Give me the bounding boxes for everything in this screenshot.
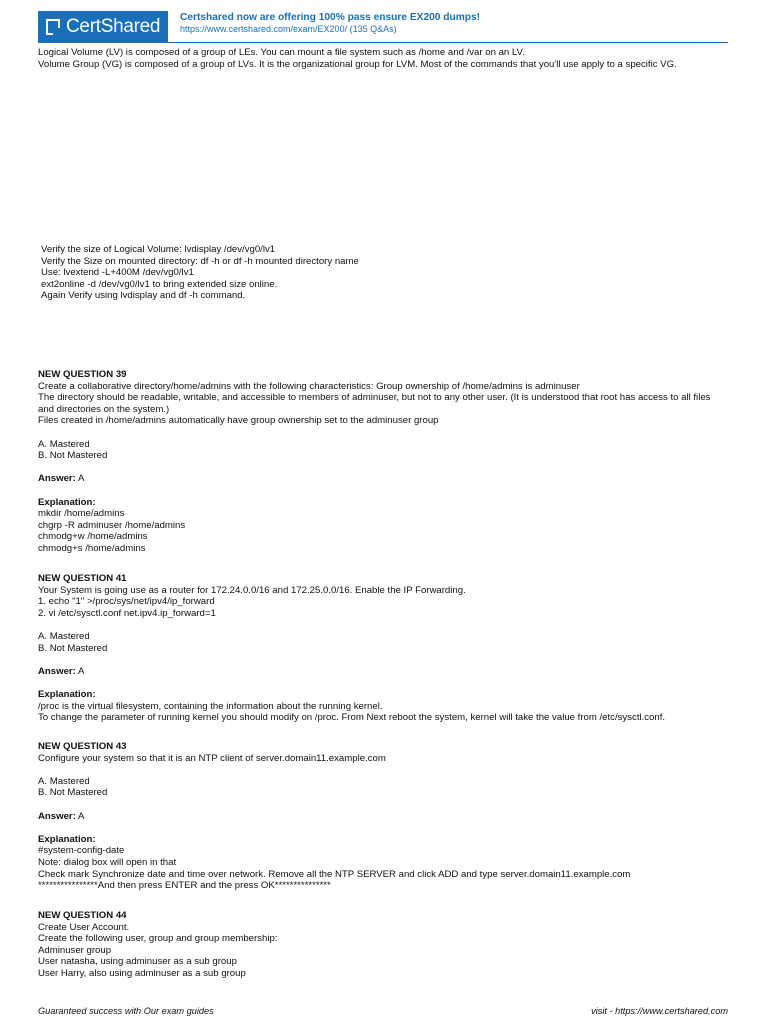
question-title: NEW QUESTION 44 [38, 910, 127, 921]
explanation-line: To change the parameter of running kernel you should modify on /proc. From Next reboot the system, kernel will take the value from /etc/sysctl.conf. [38, 712, 666, 724]
question-44 [38, 910, 730, 980]
question-body-line: Create the following user, group and group membership: [38, 933, 278, 945]
question-body-line: 2. vi /etc/sysctl.conf net.ipv4.ip_forward=1 [38, 607, 216, 619]
answer-label: Answer: [38, 665, 76, 677]
logo-text: CertShared [66, 16, 161, 37]
answer-row [38, 811, 730, 823]
answer-label: Answer: [38, 810, 76, 822]
option-b: B. Not Mastered [38, 450, 108, 462]
promo-title[interactable]: Certshared now are offering 100% pass ensure EX200 dumps! [180, 12, 481, 23]
explanation-line: Check mark Synchronize date and time over network. Remove all the NTP SERVER and click ADD and type server.domain11.example.com [38, 868, 631, 880]
option-a: A. Mastered [38, 438, 90, 450]
question-body-line: Create a collaborative directory/home/admins with the following characteristics: Group ownership of /home/admins is adminuser [38, 380, 580, 392]
question-43 [38, 741, 730, 892]
answer-label: Answer: [38, 473, 76, 485]
question-title: NEW QUESTION 41 [38, 573, 127, 584]
explanation-line: mkdir /home/admins [38, 508, 125, 520]
answer-value: A [78, 665, 85, 677]
verify-line: Again Verify using lvdisplay and df -h command. [41, 290, 246, 302]
question-39 [38, 369, 730, 555]
verify-line: Verify the Size on mounted directory: df -h or df -h mounted directory name [41, 255, 359, 267]
explanation-line: /proc is the virtual filesystem, containing the information about the running kernel. [38, 700, 383, 712]
explanation-line: Note: dialog box will open in that [38, 856, 177, 868]
option-a: A. Mastered [38, 775, 90, 787]
intro-text [38, 47, 730, 70]
explanation-line: chmodg+w /home/admins [38, 531, 148, 543]
explanation-line: ****************And then press ENTER and the press OK*************** [38, 880, 331, 892]
question-body-line: User natasha, using adminuser as a sub group [38, 956, 237, 968]
verify-line: Verify the size of Logical Volume: lvdisplay /dev/vg0/lv1 [41, 244, 276, 255]
answer-value: A [78, 473, 85, 485]
answer-row [38, 473, 730, 485]
question-body-line: and directories on the system.) [38, 403, 170, 415]
question-body-line: Adminuser group [38, 944, 112, 956]
promo-link[interactable]: https://www.certshared.com/exam/EX200/ (135 Q&As) [180, 24, 397, 34]
verify-line: ext2online -d /dev/vg0/lv1 to bring extended size online. [41, 278, 278, 290]
question-body-line: User Harry, also using adminuser as a sub group [38, 967, 246, 979]
question-body-line: 1. echo "1" >/proc/sys/net/ipv4/ip_forward [38, 596, 215, 608]
option-a: A. Mastered [38, 630, 90, 642]
page-header [38, 11, 728, 42]
question-body-line: Files created in /home/admins automatically have group ownership set to the adminuser group [38, 415, 439, 427]
explanation-line: chmodg+s /home/admins [38, 542, 146, 554]
explanation-label: Explanation: [38, 833, 96, 845]
question-body-line: Create User Account. [38, 921, 130, 933]
intro-line: Volume Group (VG) is composed of a group of LVs. It is the organizational group for LVM. Most of the commands that you'll use apply to a specific VG. [38, 58, 677, 70]
explanation-line: #system-config-date [38, 845, 125, 857]
verify-line: Use: lvextend -L+400M /dev/vg0/lv1 [41, 267, 194, 279]
question-41 [38, 573, 730, 724]
verify-steps [41, 244, 733, 302]
question-title: NEW QUESTION 43 [38, 741, 127, 752]
explanation-label: Explanation: [38, 496, 96, 508]
logo-square-icon [46, 19, 60, 35]
intro-line: Logical Volume (LV) is composed of a group of LEs. You can mount a file system such as /home and /var on an LV. [38, 47, 525, 58]
certshared-logo[interactable] [38, 11, 168, 42]
footer-link[interactable]: visit - https://www.certshared.com [591, 1006, 728, 1016]
answer-row [38, 666, 730, 678]
header-divider [38, 42, 728, 43]
question-body-line: Configure your system so that it is an NTP client of server.domain11.example.com [38, 752, 386, 764]
explanation-label: Explanation: [38, 688, 96, 700]
explanation-line: chgrp -R adminuser /home/admins [38, 519, 186, 531]
question-title: NEW QUESTION 39 [38, 369, 127, 380]
footer-tagline: Guaranteed success with Our exam guides [38, 1006, 214, 1016]
question-body-line: Your System is going use as a router for 172.24.0.0/16 and 172.25.0.0/16. Enable the IP Forwarding. [38, 584, 466, 596]
option-b: B. Not Mastered [38, 642, 108, 654]
option-b: B. Not Mastered [38, 787, 108, 799]
question-body-line: The directory should be readable, writable, and accessible to members of adminuser, but not to any other user. (It is understood that root has access to all files [38, 392, 711, 404]
answer-value: A [78, 810, 85, 822]
